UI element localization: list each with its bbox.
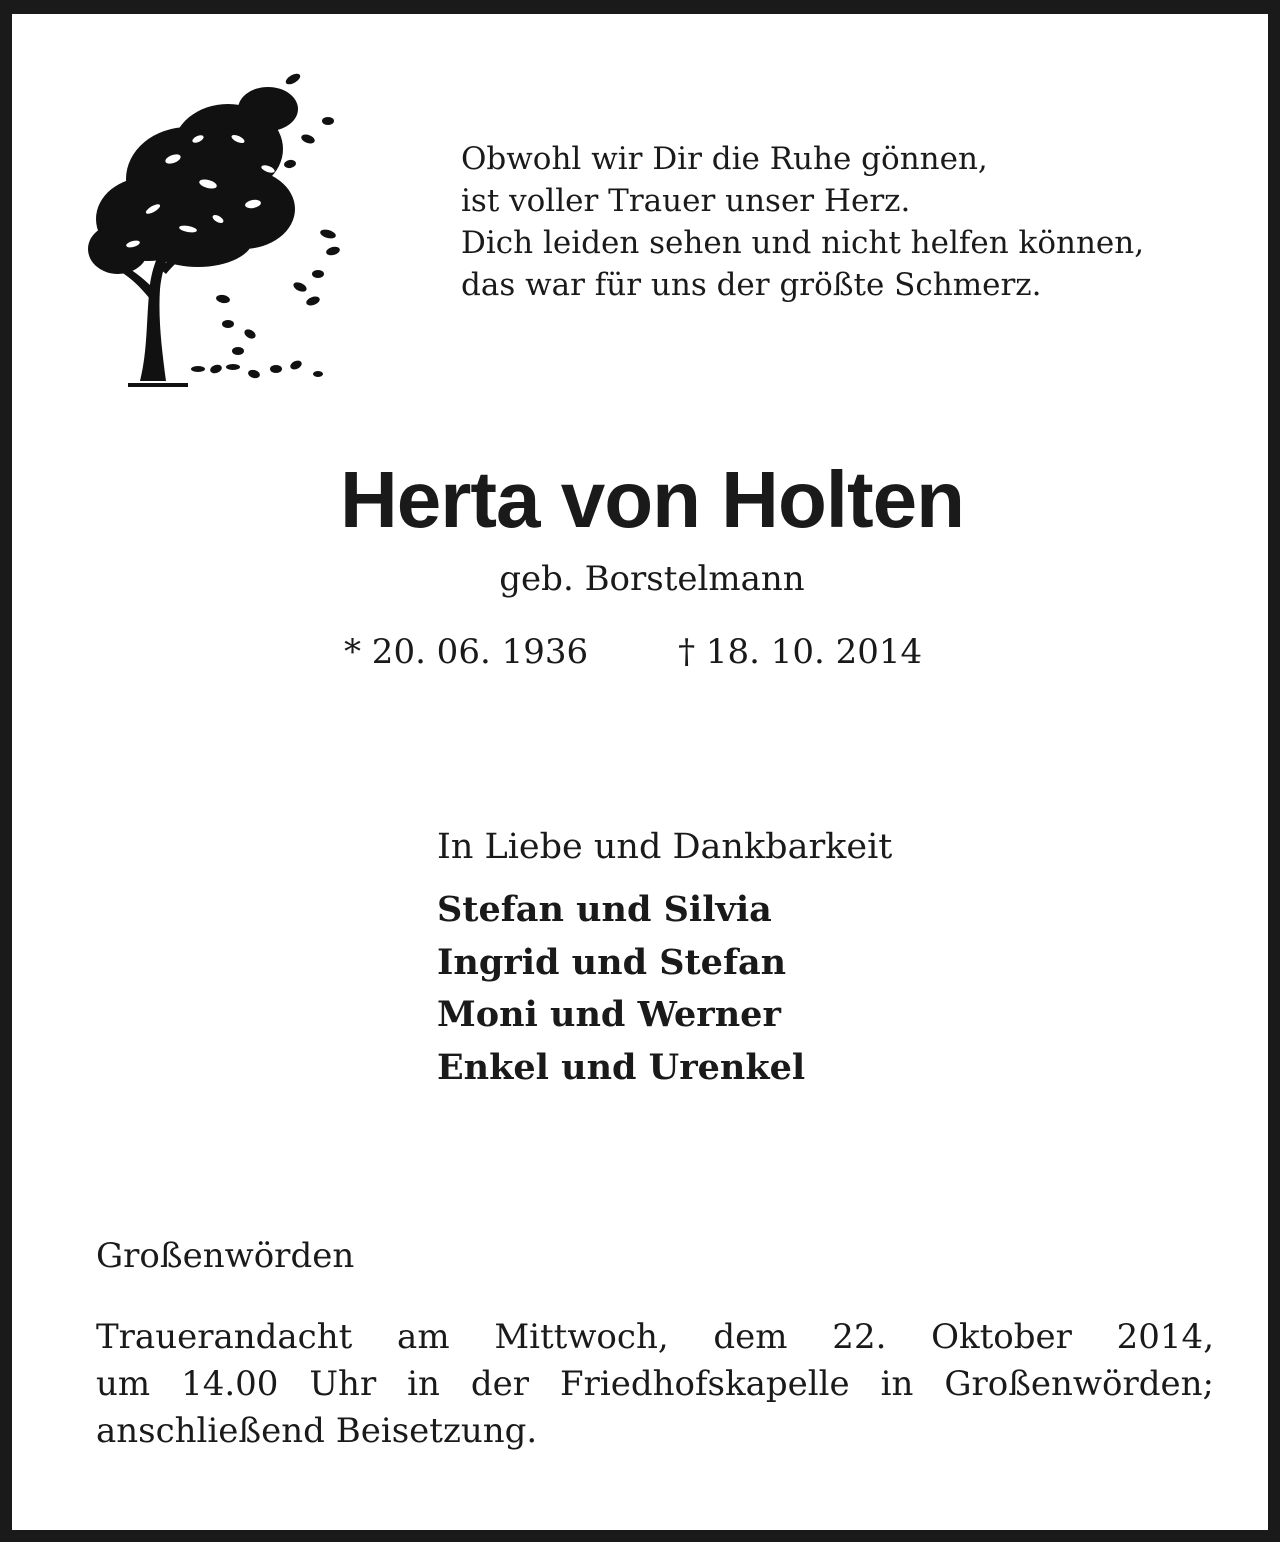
poem-line: ist voller Trauer unser Herz.: [461, 183, 911, 219]
poem-line: Dich leiden sehen und nicht helfen können,: [461, 225, 1145, 261]
service-notice: [96, 1314, 1214, 1455]
poem: [461, 138, 1261, 306]
family-member: Enkel und Urenkel: [437, 1046, 806, 1088]
service-line: um 14.00 Uhr in der Friedhofskapelle in Großenwörden;: [96, 1364, 1214, 1404]
place-name: Großenwörden: [96, 1236, 355, 1276]
family-member: Moni und Werner: [437, 994, 781, 1035]
poem-line: das war für uns der größte Schmerz.: [461, 267, 1042, 303]
family-block: [437, 822, 892, 1094]
service-line: anschließend Beisetzung.: [96, 1411, 538, 1451]
service-line: Trauerandacht am Mittwoch, dem 22. Oktober 2014,: [96, 1317, 1214, 1357]
birth-date: * 20. 06. 1936: [344, 632, 589, 672]
death-date: † 18. 10. 2014: [678, 632, 923, 672]
wind-blown-tree-icon: [78, 69, 348, 389]
life-dates: [344, 632, 922, 672]
family-member: Stefan und Silvia: [437, 889, 772, 930]
maiden-name: geb. Borstelmann: [499, 559, 805, 599]
deceased-name: Herta von Holten: [339, 455, 965, 544]
family-intro: In Liebe und Dankbarkeit: [437, 827, 893, 867]
family-members: [437, 884, 892, 1094]
family-member: Ingrid und Stefan: [437, 941, 787, 983]
poem-line: Obwohl wir Dir die Ruhe gönnen,: [461, 141, 988, 177]
